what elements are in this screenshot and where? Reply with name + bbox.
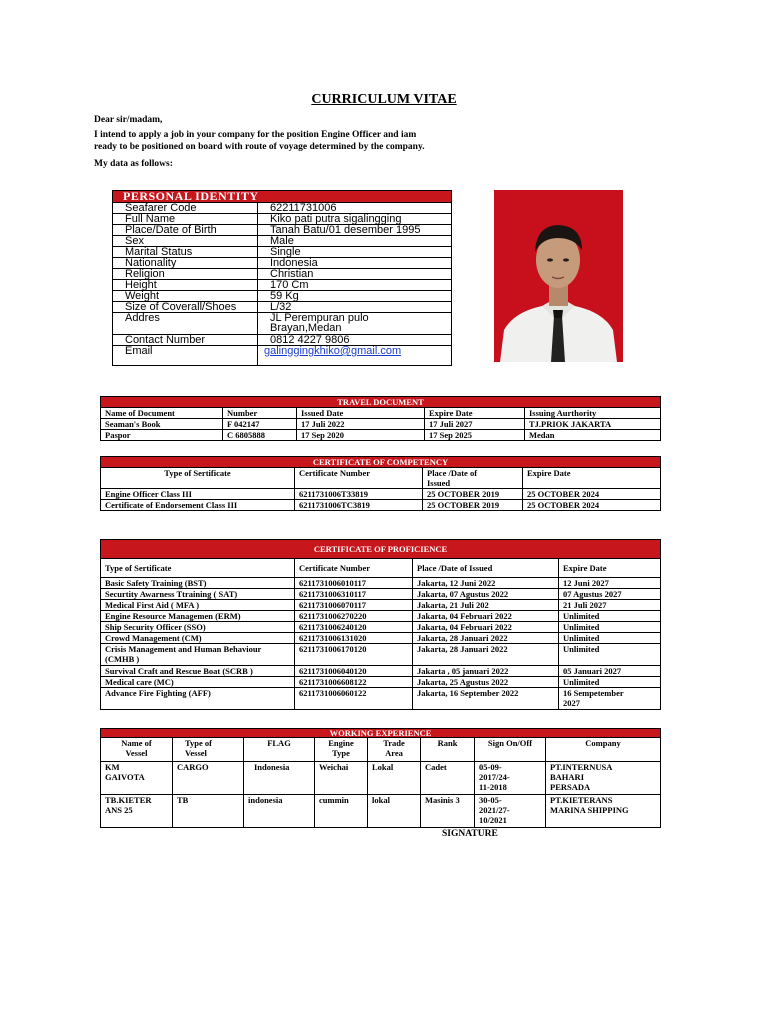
proficiency-header: CERTIFICATE OF PROFICIENCE (101, 540, 661, 559)
field-label: Height (113, 280, 258, 291)
table-cell: Jakarta, 21 Juli 202 (413, 600, 559, 611)
table-cell: 17 Sep 2025 (425, 430, 525, 441)
competency-header: CERTIFICATE OF COMPETENCY (101, 457, 661, 468)
table-cell: indonesia (244, 795, 315, 828)
table-cell: Weichai (315, 762, 368, 795)
signature-label: SIGNATURE (442, 829, 498, 839)
working-experience-table (100, 728, 661, 828)
column-header (101, 738, 173, 762)
column-header: Expire Date (559, 559, 661, 578)
cell-line: 10/2021 (479, 815, 507, 825)
field-label: Place/Date of Birth (113, 225, 258, 236)
table-cell: 17 Juli 2022 (297, 419, 425, 430)
table-cell: Ship Security Officer (SSO) (101, 622, 295, 633)
table-cell: Jakarta, 28 Januari 2022 (413, 633, 559, 644)
table-cell: Masinis 3 (421, 795, 475, 828)
field-value: L/32 (258, 302, 452, 313)
table-cell: Engine Resource Managemen (ERM) (101, 611, 295, 622)
column-header (244, 738, 315, 762)
column-header-line: Issued (427, 478, 451, 488)
email-link[interactable]: galinggingkhiko@gmail.com (264, 345, 402, 357)
table-cell: 05 Januari 2027 (559, 666, 661, 677)
field-value: 62211731006 (258, 203, 452, 214)
table-cell: Certificate of Endorsement Class III (101, 500, 295, 511)
column-header-line: Vessel (185, 748, 207, 758)
table-cell: Unlimited (559, 633, 661, 644)
table-row (101, 500, 661, 511)
cell-line: 2017/24- (479, 772, 510, 782)
cell-line: 30-05- (479, 795, 502, 805)
column-header (546, 738, 661, 762)
table-cell: 6211731006240120 (295, 622, 413, 633)
table-cell: 17 Sep 2020 (297, 430, 425, 441)
field-label: Nationality (113, 258, 258, 269)
table-cell: 6211731006608122 (295, 677, 413, 688)
personal-identity-table (112, 190, 452, 366)
field-label: Marital Status (113, 247, 258, 258)
table-cell: 21 Juli 2027 (559, 600, 661, 611)
column-header: Number (223, 408, 297, 419)
address-line-2: Brayan,Medan (270, 322, 342, 334)
table-cell: Survival Craft and Rescue Boat (SCRB ) (101, 666, 295, 677)
column-header-line: FLAG (267, 738, 291, 748)
page-title: CURRICULUM VITAE (311, 92, 457, 107)
table-cell: Paspor (101, 430, 223, 441)
table-row (101, 489, 661, 500)
column-header-line: Rank (437, 738, 458, 748)
table-cell: Jakarta , 05 januari 2022 (413, 666, 559, 677)
field-value: Christian (258, 269, 452, 280)
table-row (101, 644, 661, 666)
table-cell: Jakarta, 04 Februari 2022 (413, 611, 559, 622)
table-cell: 25 OCTOBER 2019 (423, 500, 523, 511)
table-cell: 6211731006270220 (295, 611, 413, 622)
table-cell: cummin (315, 795, 368, 828)
travel-document-header: TRAVEL DOCUMENT (101, 397, 661, 408)
column-header-line: Area (385, 748, 403, 758)
table-cell: 6211731006131020 (295, 633, 413, 644)
column-header-line: Trade (383, 738, 405, 748)
field-value: Indonesia (258, 258, 452, 269)
column-header-line: Vessel (125, 748, 148, 758)
cell-line: 11-2018 (479, 782, 507, 792)
field-label: Seafarer Code (113, 203, 258, 214)
field-value: 0812 4227 9806 (258, 335, 452, 346)
table-cell: Jakarta, 25 Agustus 2022 (413, 677, 559, 688)
field-label: Sex (113, 236, 258, 247)
table-cell: Jakarta, 07 Agustus 2022 (413, 589, 559, 600)
table-row (101, 633, 661, 644)
column-header: Issued Date (297, 408, 425, 419)
table-row (101, 762, 661, 795)
table-cell: Lokal (368, 762, 421, 795)
table-cell: 07 Agustus 2027 (559, 589, 661, 600)
cell-line: ANS 25 (105, 805, 133, 815)
table-cell: Unlimited (559, 611, 661, 622)
table-cell: 6211731006310117 (295, 589, 413, 600)
table-cell: lokal (368, 795, 421, 828)
intro-line-2: ready to be positioned on board with route of voyage determined by the company. (94, 142, 425, 152)
table-cell: Basic Safety Training (BST) (101, 578, 295, 589)
field-label: Full Name (113, 214, 258, 225)
field-label: Contact Number (113, 335, 258, 346)
table-cell (101, 795, 173, 828)
table-cell: Cadet (421, 762, 475, 795)
table-row (101, 666, 661, 677)
column-header-line: Type of (185, 738, 212, 748)
table-cell: 12 Juni 2027 (559, 578, 661, 589)
field-value: Single (258, 247, 452, 258)
table-row (101, 622, 661, 633)
cell-line: BAHARI (550, 772, 585, 782)
field-label: Addres (113, 313, 258, 335)
cell-line: KM (105, 762, 120, 772)
cell-line: 16 Sempetember (563, 688, 624, 698)
column-header (173, 738, 244, 762)
personal-identity-header: PERSONAL IDENTITY (113, 191, 452, 203)
column-header: Place /Date of Issued (413, 559, 559, 578)
table-cell: Jakarta, 04 Februari 2022 (413, 622, 559, 633)
table-cell: Advance Fire Fighting (AFF) (101, 688, 295, 710)
field-value: Male (258, 236, 452, 247)
table-row (101, 795, 661, 828)
table-cell: TJ.PRIOK JAKARTA (525, 419, 661, 430)
table-cell: Medan (525, 430, 661, 441)
table-cell (475, 795, 546, 828)
table-cell: 6211731006060122 (295, 688, 413, 710)
table-cell: 25 OCTOBER 2019 (423, 489, 523, 500)
cell-line: PT.INTERNUSA (550, 762, 613, 772)
table-cell: Crowd Management (CM) (101, 633, 295, 644)
table-row (101, 419, 661, 430)
table-cell: Jakarta, 28 Januari 2022 (413, 644, 559, 666)
intro-line-3: My data as follows: (94, 159, 173, 169)
address-line-1: JL Perempuran pulo (270, 312, 369, 324)
table-cell: Medical care (MC) (101, 677, 295, 688)
table-cell: Unlimited (559, 622, 661, 633)
column-header (421, 738, 475, 762)
cell-line: 2027 (563, 698, 580, 708)
column-header (423, 468, 523, 489)
field-label: Email (113, 346, 258, 366)
field-value: Tanah Batu/01 desember 1995 (258, 225, 452, 236)
table-cell: 25 OCTOBER 2024 (523, 489, 661, 500)
column-header: Expire Date (523, 468, 661, 489)
competency-table (100, 456, 661, 511)
table-cell: Indonesia (244, 762, 315, 795)
table-cell: Unlimited (559, 644, 661, 666)
field-label: Religion (113, 269, 258, 280)
travel-document-table (100, 396, 661, 441)
table-cell: Engine Officer Class III (101, 489, 295, 500)
column-header: Issuing Aurthority (525, 408, 661, 419)
column-header (368, 738, 421, 762)
greeting: Dear sir/madam, (94, 115, 163, 125)
cell-line: PT.KIETERANS (550, 795, 613, 805)
table-row (101, 677, 661, 688)
table-cell: TB (173, 795, 244, 828)
column-header: Expire Date (425, 408, 525, 419)
field-value: 170 Cm (258, 280, 452, 291)
table-row (101, 600, 661, 611)
column-header: Certificate Number (295, 559, 413, 578)
cell-line: MARINA SHIPPING (550, 805, 629, 815)
column-header: Type of Sertificate (101, 468, 295, 489)
profile-photo (494, 190, 623, 362)
column-header: Name of Document (101, 408, 223, 419)
cell-line: GAIVOTA (105, 772, 145, 782)
column-header (475, 738, 546, 762)
column-header (315, 738, 368, 762)
column-header-line: Sign On/Off (487, 738, 533, 748)
table-cell: 25 OCTOBER 2024 (523, 500, 661, 511)
column-header-line: Type (332, 748, 350, 758)
field-label: Size of Coverall/Shoes (113, 302, 258, 313)
column-header: Type of Sertificate (101, 559, 295, 578)
table-cell: Securtity Awarness Ttraining ( SAT) (101, 589, 295, 600)
working-experience-header: WORKING EXPERIENCE (101, 729, 661, 738)
table-cell: 6211731006070117 (295, 600, 413, 611)
cell-line: PERSADA (550, 782, 591, 792)
table-cell: 6211731006TC3819 (295, 500, 423, 511)
field-value: 59 Kg (258, 291, 452, 302)
column-header-line: Place /Date of (427, 468, 478, 478)
table-row (101, 589, 661, 600)
table-cell (559, 688, 661, 710)
table-cell (101, 762, 173, 795)
table-row (101, 430, 661, 441)
table-cell: 6211731006010117 (295, 578, 413, 589)
table-row (101, 611, 661, 622)
table-cell: CARGO (173, 762, 244, 795)
table-cell (546, 762, 661, 795)
field-label: Weight (113, 291, 258, 302)
field-value: Kiko pati putra sigalingging (258, 214, 452, 225)
table-cell: Unlimited (559, 677, 661, 688)
table-cell: F 042147 (223, 419, 297, 430)
field-value (258, 346, 452, 366)
table-cell: Medical First Aid ( MFA ) (101, 600, 295, 611)
cell-line: 05-09- (479, 762, 502, 772)
proficiency-table (100, 539, 661, 710)
table-cell: Crisis Management and Human Behaviour (CMHB ) (101, 644, 295, 666)
cell-line: TB.KIETER (105, 795, 152, 805)
person-portrait-icon (494, 190, 623, 362)
table-cell: 6211731006040120 (295, 666, 413, 677)
column-header-line: Engine (328, 738, 354, 748)
table-cell (546, 795, 661, 828)
cell-line: 2021/27- (479, 805, 510, 815)
table-row (101, 688, 661, 710)
table-cell: Seaman's Book (101, 419, 223, 430)
table-row (101, 578, 661, 589)
field-value (258, 313, 452, 335)
table-cell: Jakarta, 12 Juni 2022 (413, 578, 559, 589)
table-cell: 17 Juli 2027 (425, 419, 525, 430)
table-cell: Jakarta, 16 September 2022 (413, 688, 559, 710)
column-header: Certificate Number (295, 468, 423, 489)
table-cell (475, 762, 546, 795)
table-cell: 6211731006T33819 (295, 489, 423, 500)
table-cell: C 6805888 (223, 430, 297, 441)
column-header-line: Company (585, 738, 621, 748)
intro-line-1: I intend to apply a job in your company for the position Engine Officer and iam (94, 130, 417, 140)
column-header-line: Name of (121, 738, 152, 748)
table-cell: 6211731006170120 (295, 644, 413, 666)
